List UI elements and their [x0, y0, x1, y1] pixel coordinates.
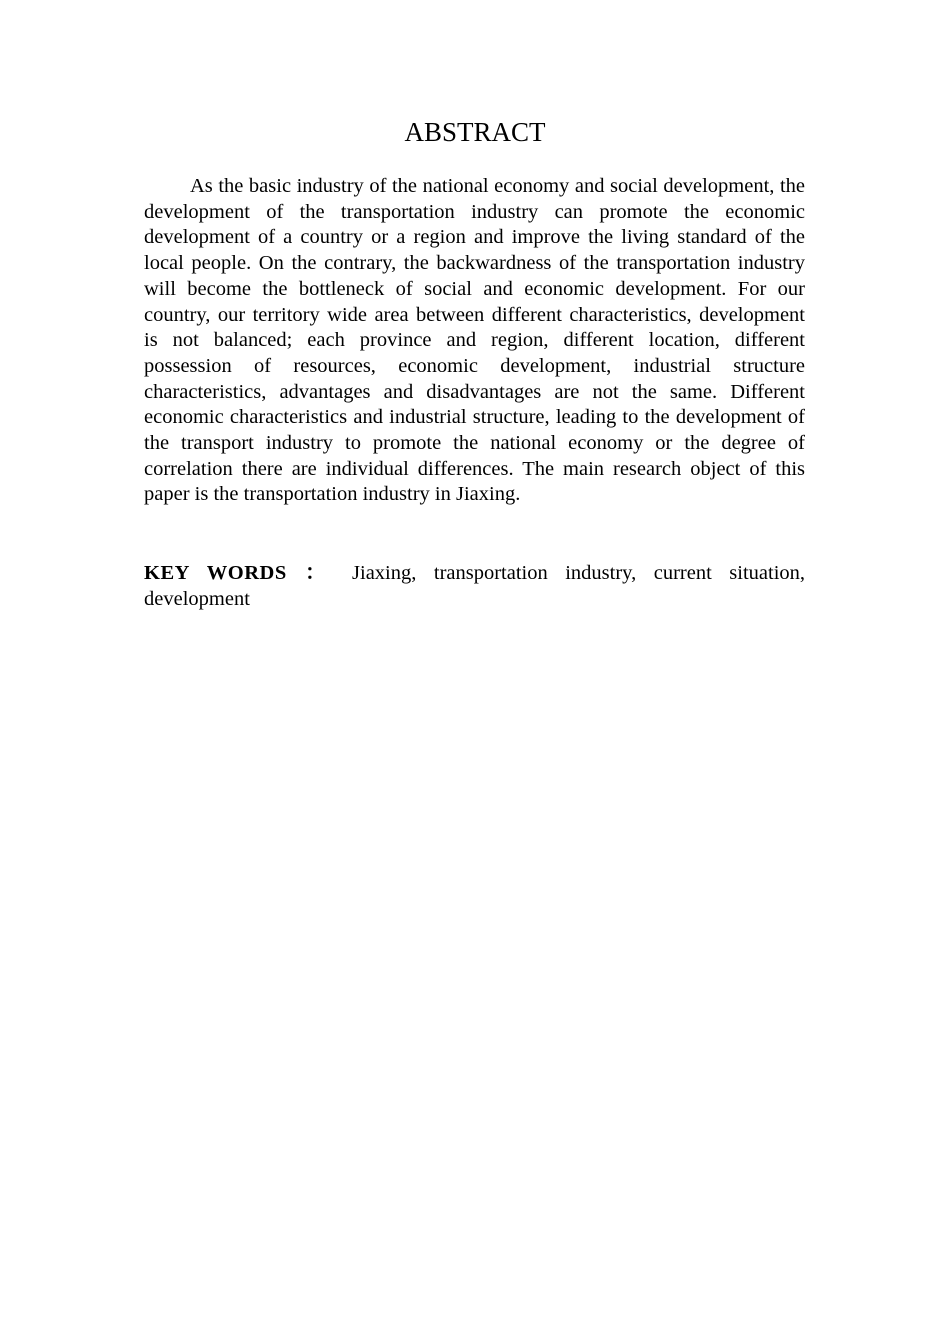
abstract-paragraph: As the basic industry of the national economy and social development, the development of the transportation industry can promote the economic development of a country or a region and improve the living standard of the local people. On the contrary, the backwardness of the transportation industry will become the bottleneck of social and economic development. For our country, our territory wide area between different characteristics, development is not balanced; each province and region, different location, different possession of resources, economic development, industrial structure characteristics, advantages and disadvantages are not the same. Different economic characteristics and industrial structure, leading to the development of the transport industry to promote the national economy or the degree of correlation there are individual differences. The main research object of this paper is the transportation industry in Jiaxing. — [144, 175, 805, 506]
keywords-value: Jiaxing, transportation industry, current situation, development — [144, 562, 806, 610]
keywords-separator: ： — [292, 562, 339, 584]
abstract-title: ABSTRACT — [404, 117, 546, 147]
keywords-line — [144, 561, 805, 612]
keywords-label: KEY WORDS — [144, 562, 287, 584]
